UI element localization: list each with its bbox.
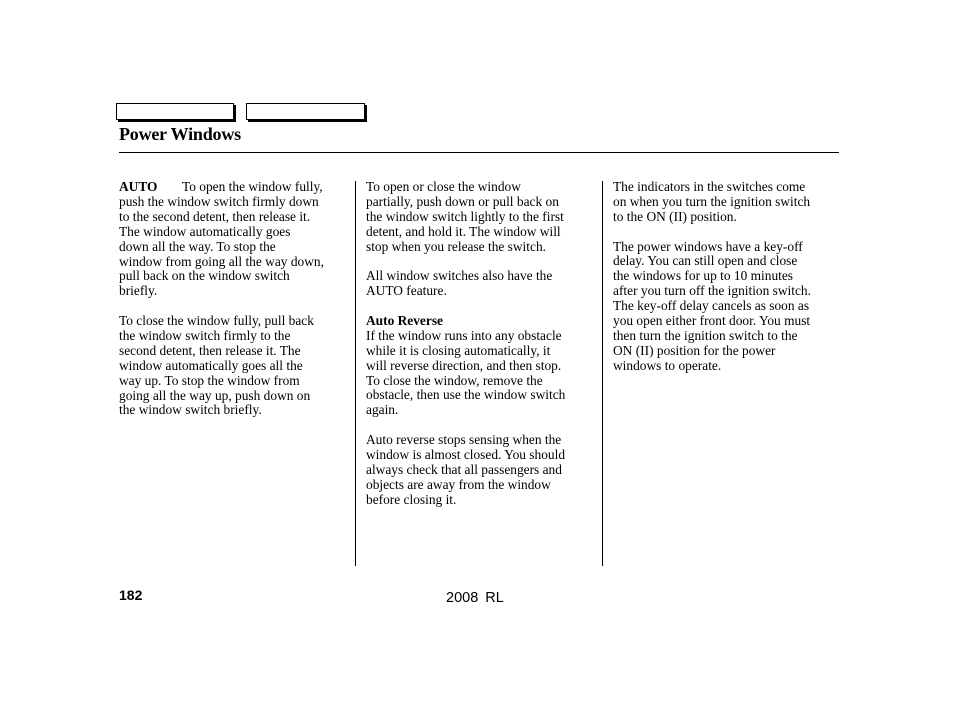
title-rule — [119, 152, 839, 153]
text-line: AUTO feature. — [366, 283, 447, 299]
text-line: The window automatically goes — [119, 223, 291, 239]
text-line: stop when you release the switch. — [366, 238, 546, 254]
text-line: obstacle, then use the window switch — [366, 387, 566, 403]
auto-reverse-heading: Auto Reverse — [366, 312, 443, 328]
text-line: the window switch firmly to the — [119, 327, 291, 343]
page-number: 182 — [119, 587, 143, 603]
text-line: To open the window fully, — [182, 179, 323, 194]
auto-paragraph — [119, 180, 347, 299]
indicators-paragraph — [613, 180, 843, 225]
partial-open-paragraph — [366, 180, 596, 255]
text-line: the windows for up to 10 minutes — [613, 268, 794, 284]
text-line: pull back on the window switch — [119, 268, 290, 284]
text-line: on when you turn the ignition switch — [613, 193, 811, 209]
text-line: you open either front door. You must — [613, 313, 811, 329]
text-line: window from going all the way down, — [119, 253, 324, 269]
nav-button-next[interactable] — [246, 103, 365, 120]
text-line: Auto reverse stops sensing when the — [366, 432, 562, 448]
text-line: To open or close the window — [366, 179, 521, 194]
text-line: down all the way. To stop the — [119, 238, 276, 254]
text-line: to the second detent, then release it. — [119, 208, 311, 224]
column-divider — [602, 181, 603, 566]
text-line: the window switch lightly to the first — [366, 208, 564, 224]
key-off-delay-paragraph — [613, 240, 843, 374]
text-line: detent, and hold it. The window will — [366, 223, 561, 239]
text-line: briefly. — [119, 283, 158, 299]
text-line: If the window runs into any obstacle — [366, 327, 562, 343]
page-title: Power Windows — [119, 124, 241, 144]
text-line: All window switches also have the — [366, 268, 553, 284]
text-line: while it is closing automatically, it — [366, 342, 551, 358]
footer-model: 2008 RL — [446, 590, 504, 606]
column-divider — [355, 181, 356, 566]
text-line: The power windows have a key-off — [613, 238, 803, 254]
text-line: going all the way up, push down on — [119, 387, 311, 403]
auto-reverse-paragraph — [366, 314, 596, 418]
text-line: delay. You can still open and close — [613, 253, 798, 269]
auto-feature-paragraph — [366, 269, 596, 299]
text-column-3 — [613, 180, 843, 388]
text-line: To close the window fully, pull back — [119, 313, 314, 329]
text-line: to the ON (II) position. — [613, 208, 737, 224]
auto-label: AUTO — [119, 179, 158, 194]
text-line: ON (II) position for the power — [613, 342, 776, 358]
text-line: before closing it. — [366, 491, 457, 507]
text-line: The indicators in the switches come — [613, 179, 806, 194]
nav-button-previous[interactable] — [116, 103, 234, 120]
text-line: again. — [366, 402, 399, 418]
text-column-1 — [119, 180, 347, 433]
text-line: way up. To stop the window from — [119, 372, 300, 388]
text-line: then turn the ignition switch to the — [613, 327, 798, 343]
text-line: second detent, then release it. The — [119, 342, 301, 358]
text-line: To close the window, remove the — [366, 372, 543, 388]
text-line: the window switch briefly. — [119, 402, 262, 418]
text-column-2 — [366, 180, 596, 522]
text-line: after you turn off the ignition switch. — [613, 283, 811, 299]
text-line: partially, push down or pull back on — [366, 193, 559, 209]
text-line: window automatically goes all the — [119, 357, 303, 373]
text-line: always check that all passengers and — [366, 461, 562, 477]
text-line: The key-off delay cancels as soon as — [613, 298, 810, 314]
text-line: objects are away from the window — [366, 476, 551, 492]
text-line: push the window switch firmly down — [119, 193, 319, 209]
text-line: will reverse direction, and then stop. — [366, 357, 562, 373]
text-line: windows to operate. — [613, 357, 722, 373]
auto-reverse-warning-paragraph — [366, 433, 596, 508]
close-window-paragraph — [119, 314, 347, 418]
text-line: window is almost closed. You should — [366, 446, 566, 462]
